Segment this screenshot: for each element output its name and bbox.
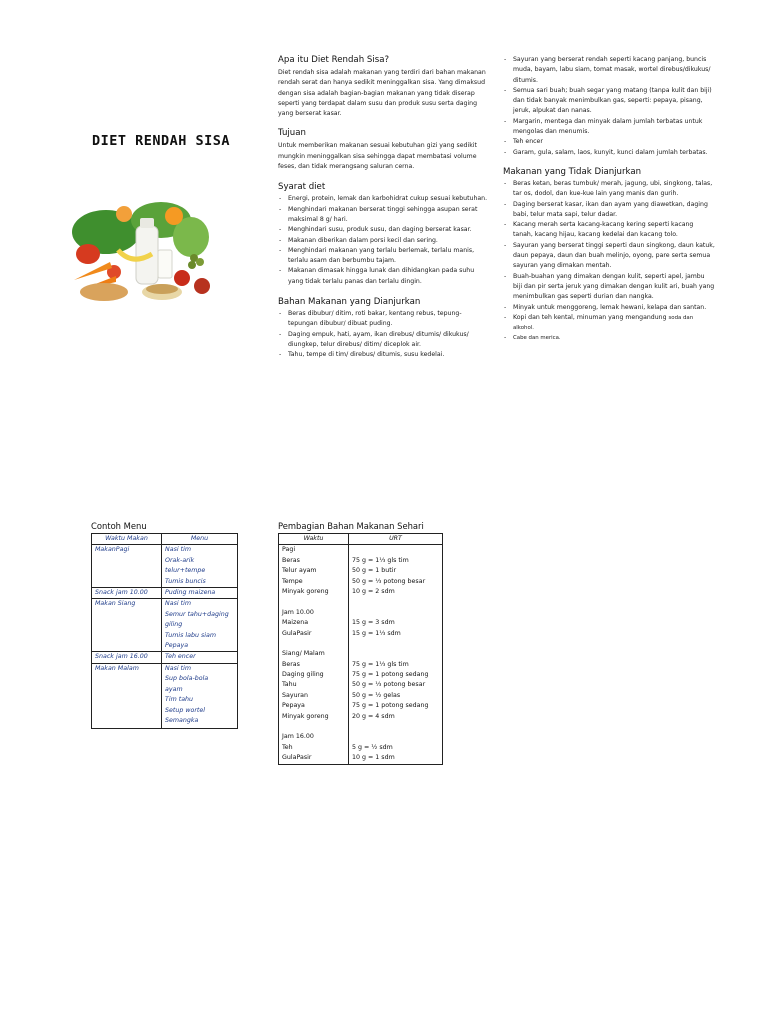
- menu-time: MakanPagi: [92, 545, 162, 588]
- portion-value: [352, 545, 442, 555]
- portion-label: GulaPasir: [282, 629, 312, 637]
- portion-value: 75 g = 1⅓ gls tim: [352, 556, 409, 564]
- portion-label: [282, 722, 348, 732]
- portion-value: 15 g = 3 sdm: [352, 619, 395, 627]
- menu-item: Nasi tim: [165, 664, 191, 672]
- portion-value: 75 g = 1⅓ gls tim: [352, 660, 409, 668]
- section-title-goal: Tujuan: [278, 128, 306, 139]
- table-row: [92, 663, 238, 728]
- list-item: - Semua sari buah; buah segar yang matang (tanpa kulit dan biji) dan tidak banyak menimbulkan gas, seperti: pepaya, pisang, jeruk, alpukat dan nanas.: [503, 86, 715, 117]
- portion-value: 50 g = ⅓ potong besar: [352, 577, 426, 585]
- not-recommended-list: [503, 179, 715, 344]
- list-item: - Sayuran yang berserat tinggi seperti daun singkong, daun katuk, daun pepaya, daun dan buah melinjo, oyong, pare serta semua sayuran yang dimakan mentah.: [503, 241, 715, 272]
- menu-item: Puding maizena: [165, 589, 216, 597]
- portion-label: Jam 10.00: [282, 608, 314, 616]
- menu-time: Makan Siang: [92, 599, 162, 652]
- table-row: [92, 599, 238, 652]
- portion-value: 50 g = ⅓ potong besar: [352, 681, 426, 689]
- list-item-text: Kopi dan teh kental, minuman yang mengandung: [513, 313, 667, 321]
- table-row: [279, 722, 443, 764]
- portion-label: Beras: [282, 556, 300, 564]
- menu-item: Tumis buncis: [165, 577, 206, 585]
- menu-items: [162, 652, 238, 663]
- list-item: - Beras ketan, beras tumbuk/ merah, jagung, ubi, singkong, talas, tar os, dodol, dan kue-kue lain yang manis dan gurih.: [503, 179, 715, 200]
- portion-value: 50 g = ½ gelas: [352, 691, 401, 699]
- list-item: - Sayuran yang berserat rendah seperti kacang panjang, buncis muda, bayam, labu siam, tomat masak, wortel direbus/dikukus/ ditumis.: [503, 55, 715, 86]
- portion-label: Minyak goreng: [282, 712, 329, 720]
- requirements-list: [278, 194, 488, 287]
- portion-value: 20 g = 4 sdm: [352, 712, 395, 720]
- portion-label: Teh: [282, 743, 293, 751]
- portion-value: [352, 608, 442, 618]
- recommended-list-continued: [503, 55, 715, 158]
- menu-item: Pepaya: [165, 642, 189, 650]
- portion-label: Tempe: [282, 577, 303, 585]
- menu-time: Snack jam 10.00: [92, 588, 162, 599]
- list-item-text-small: soda dan alkohol.: [513, 314, 694, 332]
- list-item: - Garam, gula, salam, laos, kunyit, kunci dalam jumlah terbatas.: [503, 148, 715, 158]
- portion-label: Pagi: [282, 546, 296, 554]
- portion-value: 5 g = ½ sdm: [352, 743, 393, 751]
- list-item: - Energi, protein, lemak dan karbohidrat cukup sesuai kebutuhan.: [278, 194, 488, 204]
- portion-header-urt: URT: [349, 534, 443, 545]
- portion-table: [278, 533, 443, 765]
- section-title-recommended: Bahan Makanan yang Dianjurkan: [278, 297, 421, 308]
- portion-label: Tahu: [282, 681, 297, 689]
- portion-value: [352, 597, 442, 607]
- list-item: - Teh encer: [503, 137, 715, 147]
- menu-time: Makan Malam: [92, 663, 162, 728]
- section-title-not-recommended: Makanan yang Tidak Dianjurkan: [503, 166, 642, 177]
- list-item: - Buah-buahan yang dimakan dengan kulit, seperti apel, jambu biji dan pir serta jeruk yang dimakan dengan kulit ari, buah yang menimbulkan gas seperti durian dan nangka.: [503, 272, 715, 303]
- portion-value: 75 g = 1 potong sedang: [352, 671, 429, 679]
- portion-value: 10 g = 1 sdm: [352, 754, 395, 762]
- table-row: [92, 545, 238, 588]
- table-row: [279, 639, 443, 722]
- menu-header-time: Waktu Makan: [92, 534, 162, 545]
- menu-items: [162, 545, 238, 588]
- menu-items: [162, 663, 238, 728]
- portion-label: GulaPasir: [282, 754, 312, 762]
- section-title-what: Apa itu Diet Rendah Sisa?: [278, 55, 390, 65]
- portion-title: Pembagian Bahan Makanan Sehari: [278, 521, 424, 531]
- portion-value: 50 g = 1 butir: [352, 567, 397, 575]
- portion-label: Siang/ Malam: [282, 650, 325, 658]
- portion-value: [352, 639, 442, 649]
- list-item: - Daging berserat kasar, ikan dan ayam yang diawetkan, daging babi, telur mata sapi, telur dadar.: [503, 200, 715, 221]
- portion-label: Pepaya: [282, 702, 305, 710]
- list-item: [503, 333, 715, 343]
- table-row: [92, 652, 238, 663]
- portion-label: [282, 597, 348, 607]
- portion-value: 15 g = 1⅓ sdm: [352, 629, 401, 637]
- portion-value: 10 g = 2 sdm: [352, 587, 395, 595]
- list-item: - Makanan diberikan dalam porsi kecil dan sering.: [278, 236, 488, 246]
- recommended-list: [278, 309, 488, 360]
- portion-label: Sayuran: [282, 691, 309, 699]
- list-item: - Menghindari makanan yang terlalu berlemak, terlalu manis, terlalu asam dan berbumbu tajam.: [278, 246, 488, 267]
- vegetables-fruit-milk-photo: [66, 192, 211, 306]
- portion-label: Minyak goreng: [282, 587, 329, 595]
- menu-header-menu: Menu: [162, 534, 238, 545]
- portion-label: Jam 16.00: [282, 733, 314, 741]
- brochure-title: DIET RENDAH SISA: [92, 133, 231, 149]
- menu-item: Tumis labu siam: [165, 631, 216, 639]
- list-item: - Tahu, tempe di tim/ direbus/ ditumis, susu kedelai.: [278, 350, 488, 360]
- menu-item: Sup bola-bola ayam: [165, 675, 209, 693]
- list-item: [503, 313, 715, 334]
- portion-value: [352, 722, 442, 732]
- portion-label: Daging giling: [282, 671, 324, 679]
- menu-items: [162, 588, 238, 599]
- menu-item: Semur tahu+daging giling: [165, 610, 229, 629]
- portion-label: Beras: [282, 660, 300, 668]
- portion-value: [352, 649, 442, 659]
- table-row: [92, 588, 238, 599]
- portion-label: Telur ayam: [282, 567, 317, 575]
- portion-value: 75 g = 1 potong sedang: [352, 702, 429, 710]
- list-item: - Kacang merah serta kacang-kacang kering seperti kacang tanah, kacang hijau, kacang kedelai dan kacang tolo.: [503, 220, 715, 241]
- list-item: - Makanan dimasak hingga lunak dan dihidangkan pada suhu yang tidak terlalu panas dan terlalu dingin.: [278, 266, 488, 287]
- list-item-text-small: Cabe dan merica.: [513, 335, 561, 342]
- portion-label: Maizena: [282, 619, 309, 627]
- column-right: [503, 55, 715, 344]
- menu-item: Semangka: [165, 716, 199, 724]
- list-item: - Beras dibubur/ ditim, roti bakar, kentang rebus, tepung-tepungan dibubur/ dibuat puding.: [278, 309, 488, 330]
- menu-item: Teh encer: [165, 653, 196, 661]
- menu-item: Tim tahu: [165, 696, 194, 704]
- what-text: Diet rendah sisa adalah makanan yang terdiri dari bahan makanan rendah serat dan hanya sedikit meninggalkan sisa. Yang dimaksud dengan sisa adalah bagian-bagian makanan yang tidak diserap seperti yang terdapat dalam susu dan produk susu serta daging yang berserat kasar.: [278, 69, 486, 118]
- list-item: - Margarin, mentega dan minyak dalam jumlah terbatas untuk mengolas dan menumis.: [503, 117, 715, 138]
- menu-time: Snack jam 16.00: [92, 652, 162, 663]
- table-row: [279, 545, 443, 597]
- table-row: [279, 597, 443, 639]
- section-title-requirements: Syarat diet: [278, 182, 326, 193]
- portion-header-time: Waktu: [279, 534, 349, 545]
- menu-example-title: Contoh Menu: [91, 521, 147, 531]
- menu-example-table: [91, 533, 238, 729]
- portion-label: [282, 639, 348, 649]
- menu-item: Nasi tim: [165, 546, 191, 554]
- menu-item: Setup wortel: [165, 706, 206, 714]
- column-left: [278, 55, 488, 361]
- list-item: - Menghindari susu, produk susu, dan daging berserat kasar.: [278, 225, 488, 235]
- list-item: - Minyak untuk menggoreng, lemak hewani, kelapa dan santan.: [503, 303, 715, 313]
- goal-text: Untuk memberikan makanan sesuai kebutuhan gizi yang sedikit mungkin meninggalkan sisa sehingga dapat membatasi volume feses, dan tidak merangsang saluran cerna.: [278, 142, 477, 171]
- list-item: - Daging empuk, hati, ayam, ikan direbus/ ditumis/ dikukus/ diungkep, telur direbus/ ditim/ diceplok air.: [278, 330, 488, 351]
- menu-item: Nasi tim: [165, 600, 191, 608]
- portion-value: [352, 732, 442, 742]
- menu-item: Orak-arik telur+tempe: [165, 556, 206, 575]
- list-item: - Menghindari makanan berserat tinggi sehingga asupan serat maksimal 8 g/ hari.: [278, 205, 488, 226]
- menu-items: [162, 599, 238, 652]
